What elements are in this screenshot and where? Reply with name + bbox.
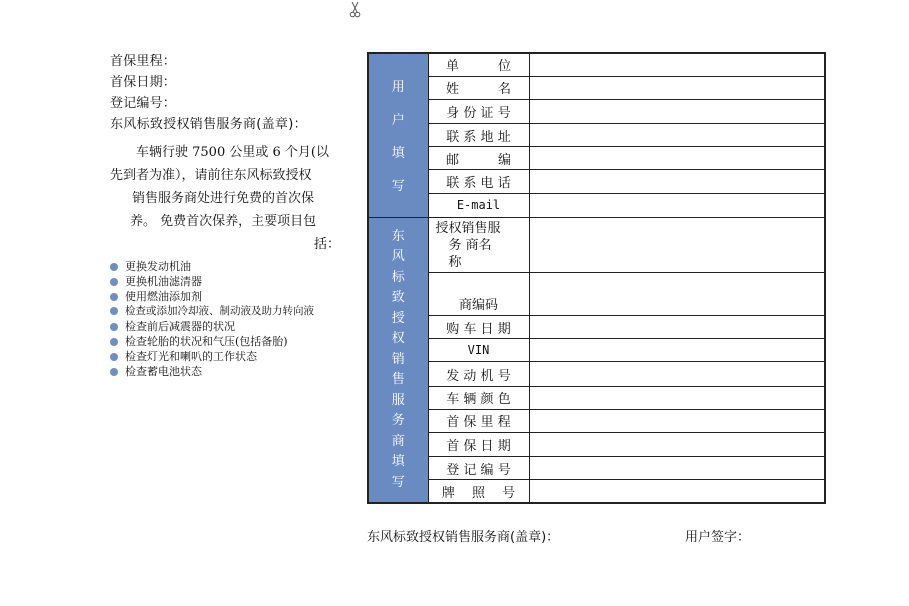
table-row — [368, 362, 825, 386]
paragraph-line: 括： — [313, 237, 340, 252]
user-section-label: 用 户 填 写 — [368, 53, 428, 217]
table-row — [368, 386, 825, 409]
email-field[interactable] — [529, 194, 825, 217]
list-item: 检查或添加冷却液、制动液及助力转向液 — [110, 304, 355, 319]
row-label-dealer-name: 授权销售服 务 商名 称 — [428, 217, 529, 272]
table-row — [368, 272, 825, 315]
first-mileage-field[interactable] — [529, 409, 825, 432]
vehicle-color-field[interactable] — [529, 386, 825, 409]
row-label-id-number: 身 份 证 号 — [428, 99, 529, 123]
first-date-label: 首保日期： — [110, 75, 177, 90]
paragraph-line: 车辆行驶 7500 公里或 6 个月(以 — [136, 145, 329, 160]
table-row — [368, 409, 825, 432]
list-item: 检查前后减震器的状况 — [110, 319, 355, 334]
row-label-unit: 单 位 — [428, 53, 529, 76]
table-row — [368, 53, 825, 76]
unit-field[interactable] — [529, 53, 825, 76]
list-item: 检查轮胎的状况和气压(包括备胎) — [110, 334, 355, 349]
table-row — [368, 170, 825, 194]
row-label-reg-no: 登 记 编 号 — [428, 457, 529, 480]
paragraph-line: 销售服务商处进行免费的首次保 — [132, 191, 315, 206]
table-row — [368, 339, 825, 362]
table-row — [368, 76, 825, 99]
table-row — [368, 194, 825, 217]
row-label-address: 联 系 地 址 — [428, 123, 529, 146]
row-label-plate-no: 牌 照 号 — [428, 480, 529, 503]
row-label-first-date: 首 保 日 期 — [428, 432, 529, 456]
engine-no-field[interactable] — [529, 362, 825, 386]
row-label-first-mileage: 首 保 里 程 — [428, 409, 529, 432]
row-label-dealer-code: 商编码 — [428, 272, 529, 315]
reg-no-label: 登记编号： — [110, 96, 177, 111]
table-row — [368, 432, 825, 456]
list-item: 更换发动机油 — [110, 259, 355, 274]
table-row — [368, 123, 825, 146]
registration-table — [367, 52, 826, 504]
registration-form — [367, 52, 824, 504]
list-item: 更换机油滤清器 — [110, 274, 355, 289]
list-item: 检查蓄电池状态 — [110, 364, 355, 379]
plate-no-field[interactable] — [529, 480, 825, 503]
row-label-purchase-date: 购 车 日 期 — [428, 316, 529, 339]
phone-field[interactable] — [529, 170, 825, 194]
dealer-name-field[interactable] — [529, 217, 825, 272]
service-item-list — [110, 259, 355, 379]
bottom-dealer-stamp-label: 东风标致授权销售服务商(盖章)： — [367, 530, 560, 545]
dealer-code-field[interactable] — [529, 272, 825, 315]
first-service-paragraph — [110, 141, 355, 256]
row-label-vehicle-color: 车 辆 颜 色 — [428, 386, 529, 409]
bullet-icon — [110, 307, 118, 315]
first-mileage-label: 首保里程： — [110, 54, 177, 69]
user-signature-label: 用户签字： — [685, 530, 751, 545]
table-row — [368, 316, 825, 339]
address-field[interactable] — [529, 123, 825, 146]
reg-no-field[interactable] — [529, 457, 825, 480]
paragraph-line: 养。 免费首次保养，主要项目包 — [130, 214, 317, 229]
table-row — [368, 147, 825, 170]
row-label-email: E-mail — [428, 194, 529, 217]
bullet-icon — [110, 293, 118, 301]
table-row — [368, 480, 825, 503]
purchase-date-field[interactable] — [529, 316, 825, 339]
postcode-field[interactable] — [529, 147, 825, 170]
row-label-postcode: 邮 编 — [428, 147, 529, 170]
table-row — [368, 99, 825, 123]
first-date-field[interactable] — [529, 432, 825, 456]
bullet-icon — [110, 323, 118, 331]
vin-field[interactable] — [529, 339, 825, 362]
table-row — [368, 457, 825, 480]
list-item: 使用燃油添加剂 — [110, 289, 355, 304]
id-number-field[interactable] — [529, 99, 825, 123]
paragraph-line: 先到者为准），请前往东风标致授权 — [110, 168, 312, 183]
maintenance-info-panel — [110, 51, 355, 395]
dealer-stamp-label: 东风标致授权销售服务商(盖章)： — [110, 117, 307, 132]
scissors-icon — [349, 2, 361, 18]
bullet-icon — [110, 338, 118, 346]
table-row — [368, 217, 825, 272]
bullet-icon — [110, 353, 118, 361]
row-label-name: 姓 名 — [428, 76, 529, 99]
bullet-icon — [110, 368, 118, 376]
name-field[interactable] — [529, 76, 825, 99]
bullet-icon — [110, 278, 118, 286]
row-label-phone: 联 系 电 话 — [428, 170, 529, 194]
dealer-section-label: 东 风 标 致 授 权 销 售 服 务 商 填 写 — [368, 217, 428, 503]
list-item: 检查灯光和喇叭的工作状态 — [110, 349, 355, 364]
row-label-vin: VIN — [428, 339, 529, 362]
row-label-engine-no: 发 动 机 号 — [428, 362, 529, 386]
bullet-icon — [110, 263, 118, 271]
